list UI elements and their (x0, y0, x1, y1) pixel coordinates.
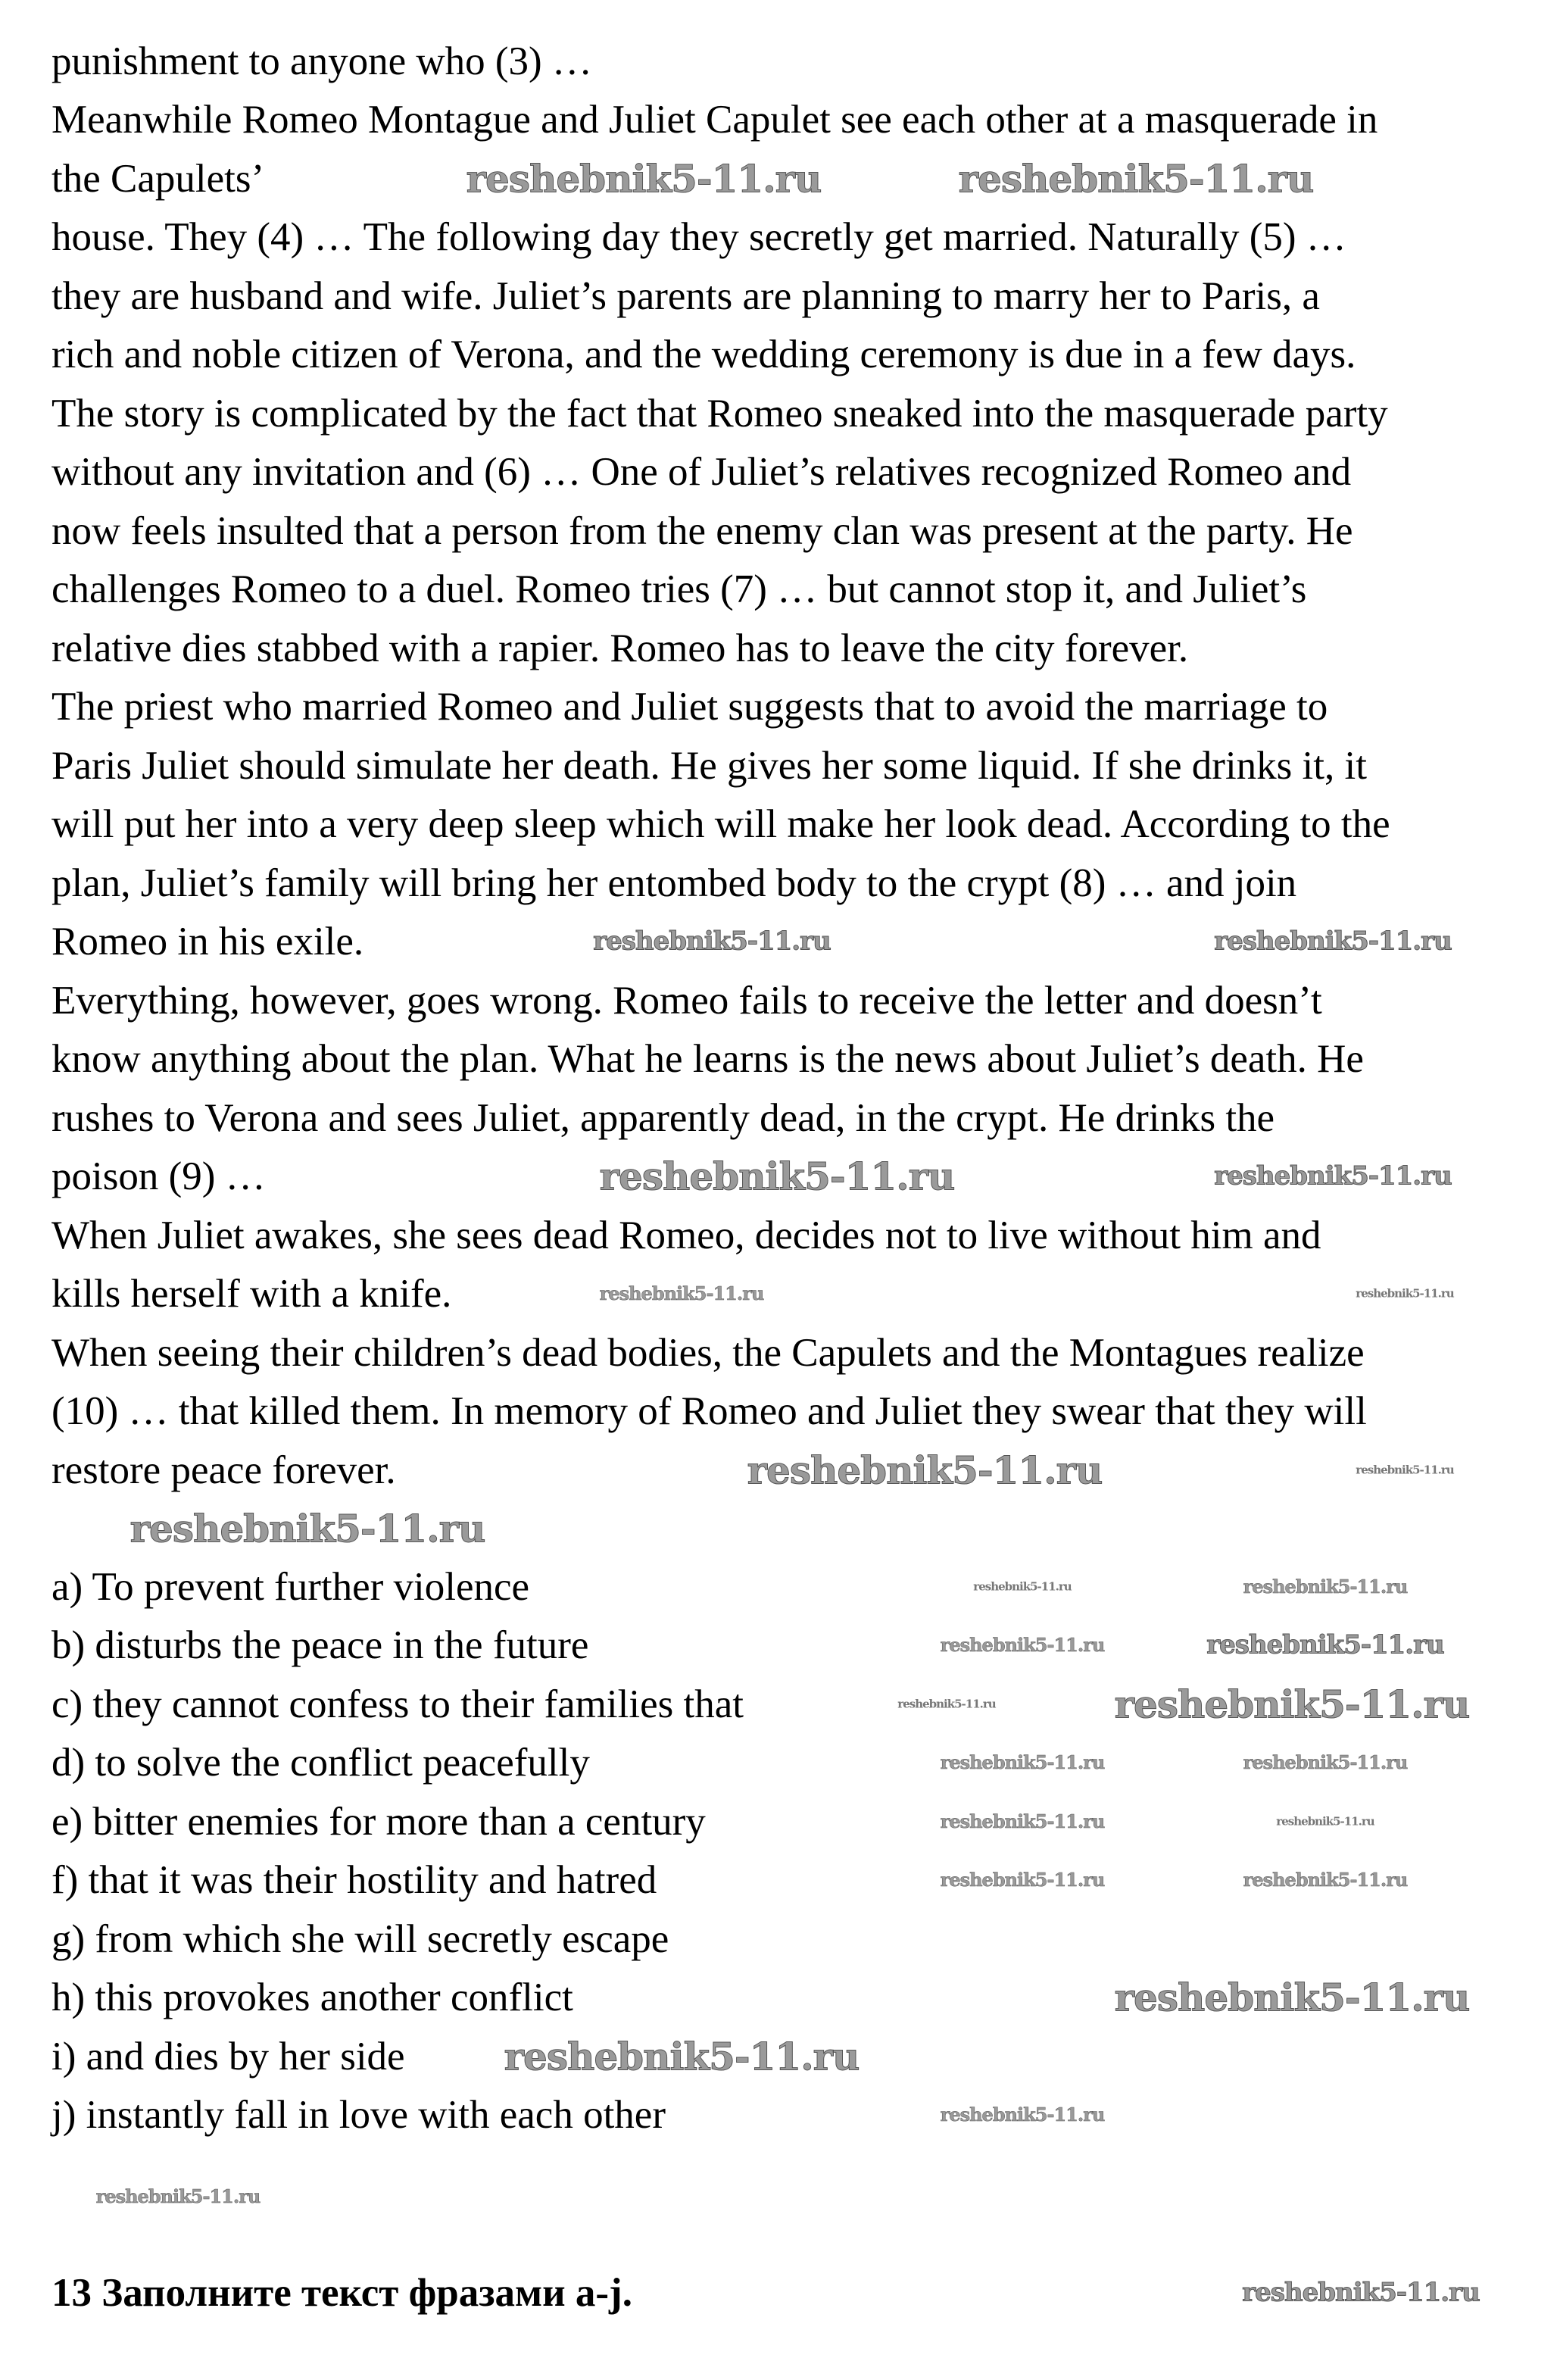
watermark: reshebnik5-11.ru (1206, 1629, 1444, 1660)
option-item: c) they cannot confess to their families that (51, 1682, 744, 1726)
task-heading: 13 Заполните текст фразами a-j. (51, 2271, 632, 2315)
watermark: reshebnik5-11.ru (1242, 2277, 1480, 2308)
text-line: When Juliet awakes, she sees dead Romeo, decides not to live without him and (51, 1213, 1321, 1257)
option-item: b) disturbs the peace in the future (51, 1623, 589, 1667)
text-line: The story is complicated by the fact that Romeo sneaked into the masquerade party (51, 392, 1388, 436)
watermark: reshebnik5-11.ru (940, 2104, 1105, 2126)
text-line: now feels insulted that a person from the enemy clan was present at the party. He (51, 509, 1353, 553)
watermark: reshebnik5-11.ru (940, 1869, 1105, 1891)
watermark: reshebnik5-11.ru (1356, 1286, 1454, 1301)
watermark: reshebnik5-11.ru (593, 926, 831, 957)
option-item: g) from which she will secretly escape (51, 1917, 669, 1961)
watermark: reshebnik5-11.ru (599, 1154, 955, 1199)
option-item: h) this provokes another conflict (51, 1976, 573, 2019)
text-line: Romeo in his exile. (51, 920, 364, 964)
text-line: rich and noble citizen of Verona, and the wedding ceremony is due in a few days. (51, 333, 1356, 376)
option-item: f) that it was their hostility and hatred (51, 1858, 657, 1902)
text-line: Paris Juliet should simulate her death. He gives her some liquid. If she drinks it, it (51, 744, 1367, 788)
text-line: will put her into a very deep sleep which will make her look dead. According to the (51, 802, 1390, 846)
text-line: challenges Romeo to a duel. Romeo tries (7) … but cannot stop it, and Juliet’s (51, 567, 1307, 611)
watermark: reshebnik5-11.ru (95, 2185, 261, 2208)
text-line: restore peace forever. (51, 1448, 396, 1492)
option-item: i) and dies by her side (51, 2035, 405, 2079)
text-line: house. They (4) … The following day they secretly get married. Naturally (5) … (51, 215, 1346, 259)
watermark: reshebnik5-11.ru (129, 1506, 485, 1551)
watermark: reshebnik5-11.ru (1243, 1869, 1408, 1891)
text-line: relative dies stabbed with a rapier. Romeo has to leave the city forever. (51, 626, 1189, 670)
text-line: without any invitation and (6) … One of Juliet’s relatives recognized Romeo and (51, 450, 1352, 494)
watermark: reshebnik5-11.ru (1114, 1975, 1470, 2020)
watermark: reshebnik5-11.ru (1276, 1814, 1374, 1829)
text-line: The priest who married Romeo and Juliet suggests that to avoid the marriage to (51, 685, 1328, 729)
text-line: punishment to anyone who (3) … (51, 39, 592, 83)
text-line: (10) … that killed them. In memory of Romeo and Juliet they swear that they will (51, 1389, 1367, 1433)
watermark: reshebnik5-11.ru (1356, 1463, 1454, 1477)
watermark: reshebnik5-11.ru (940, 1810, 1105, 1833)
text-line: When seeing their children’s dead bodies, the Capulets and the Montagues realize (51, 1331, 1365, 1375)
watermark: reshebnik5-11.ru (1243, 1751, 1408, 1774)
text-line: kills herself with a knife. (51, 1272, 452, 1316)
watermark: reshebnik5-11.ru (747, 1448, 1103, 1493)
watermark: reshebnik5-11.ru (897, 1697, 996, 1711)
watermark: reshebnik5-11.ru (504, 2034, 860, 2079)
text-line: rushes to Verona and sees Juliet, apparently dead, in the crypt. He drinks the (51, 1096, 1275, 1140)
text-line: the Capulets’ (51, 157, 265, 201)
text-line: know anything about the plan. What he learns is the news about Juliet’s death. He (51, 1037, 1364, 1081)
text-line: Everything, however, goes wrong. Romeo fails to receive the letter and doesn’t (51, 979, 1322, 1023)
watermark: reshebnik5-11.ru (1243, 1576, 1408, 1598)
text-line: plan, Juliet’s family will bring her entombed body to the crypt (8) … and join (51, 861, 1297, 905)
watermark: reshebnik5-11.ru (1114, 1682, 1470, 1727)
watermark: reshebnik5-11.ru (958, 156, 1314, 201)
option-item: d) to solve the conflict peacefully (51, 1741, 590, 1785)
watermark: reshebnik5-11.ru (973, 1579, 1072, 1594)
option-item: a) To prevent further violence (51, 1565, 530, 1609)
watermark: reshebnik5-11.ru (940, 1751, 1105, 1774)
option-item: e) bitter enemies for more than a century (51, 1800, 706, 1844)
watermark: reshebnik5-11.ru (940, 1634, 1105, 1657)
watermark: reshebnik5-11.ru (466, 156, 822, 201)
text-line: they are husband and wife. Juliet’s parents are planning to marry her to Paris, a (51, 274, 1320, 318)
text-line: Meanwhile Romeo Montague and Juliet Capulet see each other at a masquerade in (51, 98, 1378, 142)
watermark: reshebnik5-11.ru (599, 1282, 764, 1305)
option-item: j) instantly fall in love with each other (51, 2093, 666, 2137)
text-line: poison (9) … (51, 1154, 266, 1198)
watermark: reshebnik5-11.ru (1214, 926, 1452, 957)
watermark: reshebnik5-11.ru (1214, 1160, 1452, 1192)
